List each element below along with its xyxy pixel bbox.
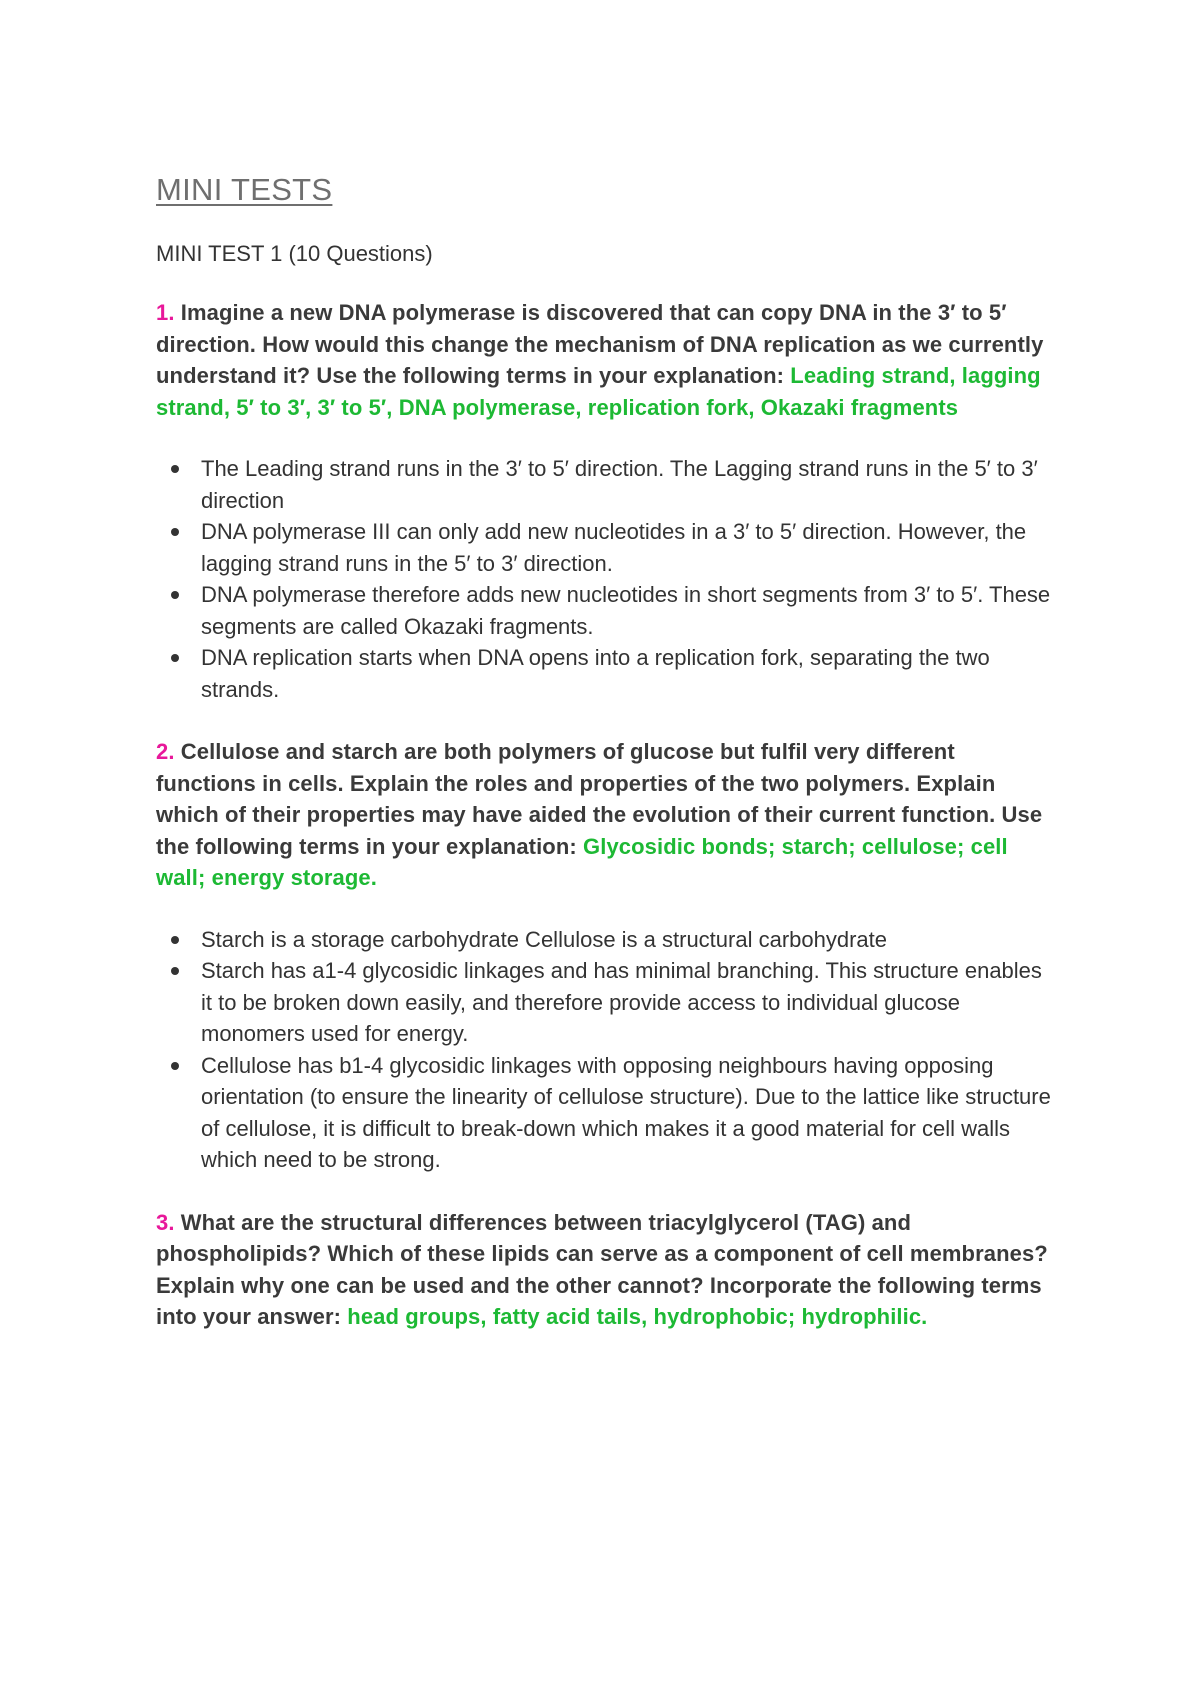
document-page [156, 172, 1056, 1363]
question-2 [156, 736, 1056, 894]
answer-item [156, 579, 1056, 642]
question-text: What are the structural differences between triacylglycerol (TAG) and phospholipids? Which of these lipids can serve as a component of cell membranes? Explain why one can be used and the other cannot? Incorporate the following terms into your answer: [156, 1209, 1048, 1329]
answer-list-2 [156, 924, 1056, 1176]
question-key-terms: head groups, fatty acid tails, hydrophobic; hydrophilic. [347, 1304, 928, 1329]
bullet-icon [171, 528, 179, 536]
answer-text: DNA replication starts when DNA opens into a replication fork, separating the two strands. [201, 645, 990, 702]
question-key-terms: Glycosidic bonds; starch; cellulose; cell wall; energy storage. [156, 833, 1008, 890]
question-3 [156, 1207, 1056, 1333]
question-key-terms: Leading strand, lagging strand, 5′ to 3′, 3′ to 5′, DNA polymerase, replication fork, Okazaki fragments [156, 363, 1041, 420]
answer-text: DNA polymerase III can only add new nucleotides in a 3′ to 5′ direction. However, the lagging strand runs in the 5′ to 3′ direction. [201, 519, 1027, 576]
document-title: MINI TESTS [156, 172, 333, 207]
bullet-icon [171, 465, 179, 473]
bullet-icon [171, 654, 179, 662]
answer-text: Starch has a1-4 glycosidic linkages and has minimal branching. This structure enables it to be broken down easily, and therefore provide access to individual glucose monomers used for energy. [201, 958, 1042, 1046]
answer-list-1 [156, 453, 1056, 705]
answer-item [156, 1050, 1056, 1176]
test-heading: MINI TEST 1 (10 Questions) [156, 241, 433, 266]
bullet-icon [171, 967, 179, 975]
answer-item [156, 642, 1056, 705]
question-number: 3. [156, 1209, 175, 1235]
answer-item [156, 453, 1056, 516]
bullet-icon [171, 591, 179, 599]
answer-item [156, 924, 1056, 956]
answer-item [156, 955, 1056, 1050]
answer-text: Starch is a storage carbohydrate Cellulose is a structural carbohydrate [201, 926, 888, 952]
bullet-icon [171, 1062, 179, 1070]
question-number: 1. [156, 300, 175, 325]
answer-text: Cellulose has b1-4 glycosidic linkages with opposing neighbours having opposing orientation (to ensure the linearity of cellulose structure). Due to the lattice like structure of cellulose, it is difficult to break-down which makes it a good material for cell walls which need to be strong. [201, 1052, 1051, 1172]
question-number: 2. [156, 739, 175, 764]
bullet-icon [171, 936, 179, 944]
answer-item [156, 516, 1056, 579]
question-text: Cellulose and starch are both polymers of glucose but fulfil very different functions in cells. Explain the roles and properties of the two polymers. Explain which of their properties may have aided the evolution of their current function. Use the following terms in your explanation: [156, 739, 1043, 859]
answer-text: DNA polymerase therefore adds new nucleotides in short segments from 3′ to 5′. These segments are called Okazaki fragments. [201, 582, 1051, 639]
question-1 [156, 297, 1056, 423]
answer-text: The Leading strand runs in the 3′ to 5′ direction. The Lagging strand runs in the 5′ to 3′ direction [201, 456, 1038, 513]
question-text: Imagine a new DNA polymerase is discovered that can copy DNA in the 3′ to 5′ direction. How would this change the mechanism of DNA replication as we currently understand it? Use the following terms in your explanation: [156, 300, 1044, 388]
